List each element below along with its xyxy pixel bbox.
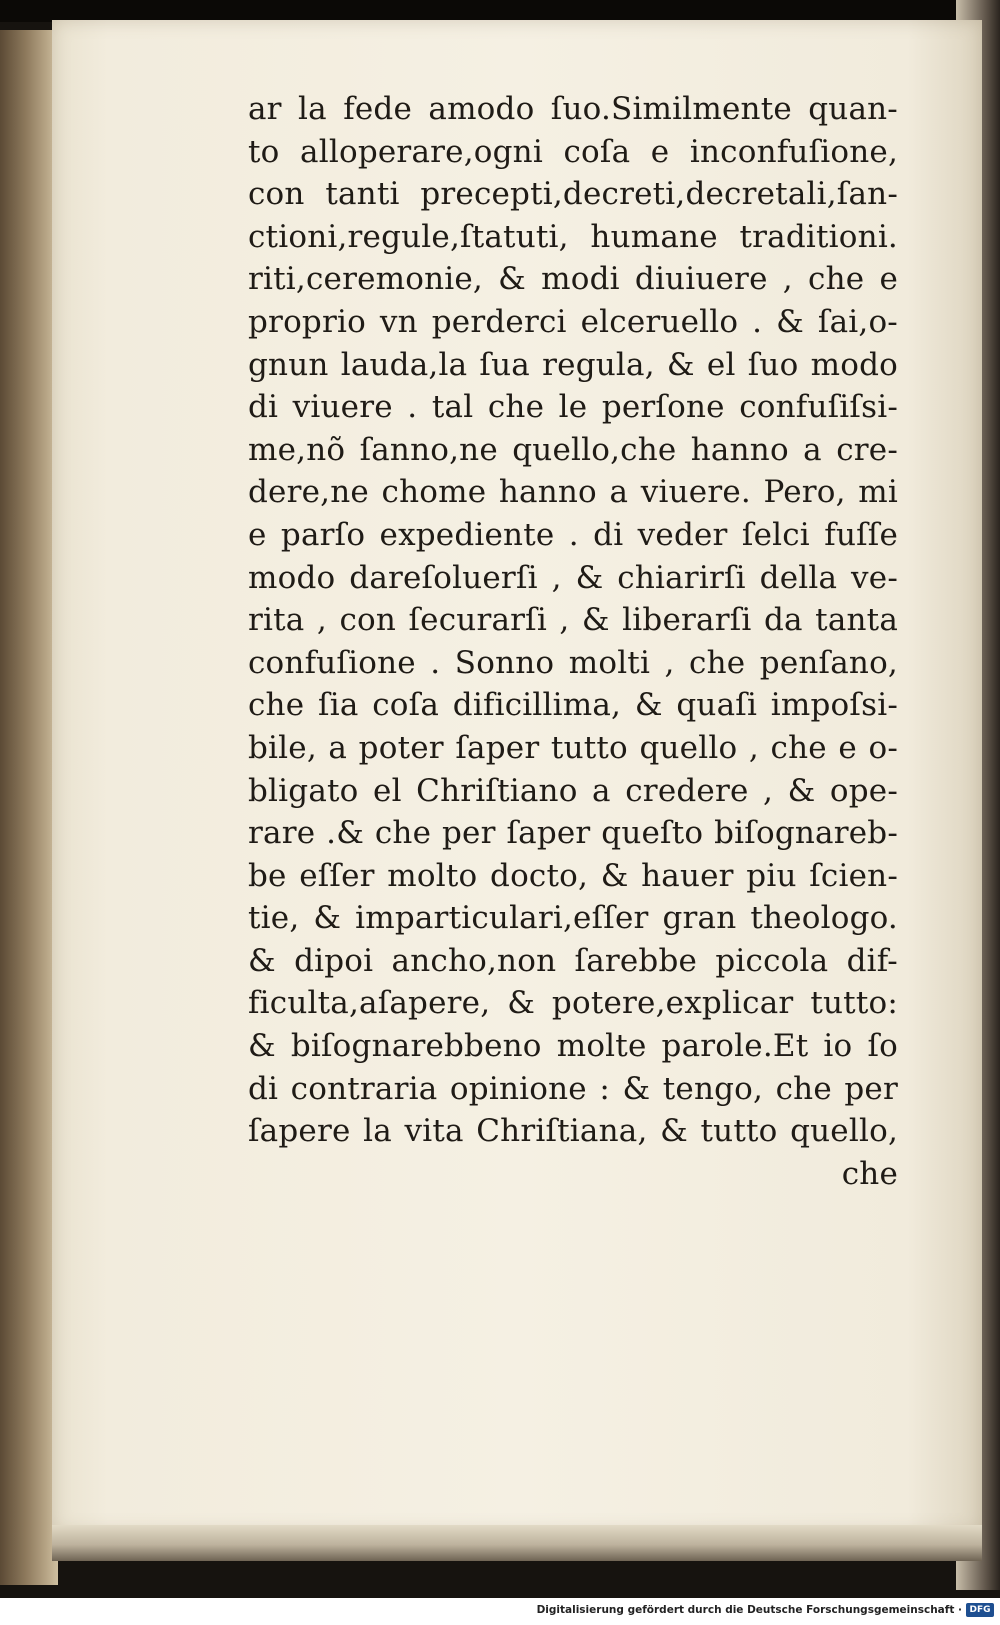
text-line: riti,ceremonie, & modi diuiuere , che e: [248, 261, 898, 298]
text-line: tie, & imparticulari,eſſer gran theologo.: [248, 900, 898, 937]
text-line: di viuere . tal che le perſone confuſiſsi-: [248, 389, 898, 426]
text-line: di contraria opinione : & tengo, che per: [248, 1070, 898, 1107]
text-line: ar la fede amodo ſuo.Similmente quan-: [248, 91, 898, 127]
text-line: modo dareſoluerſi , & chiarirſi della ve-: [248, 559, 898, 596]
text-line: bile, a poter ſaper tutto quello , che e o-: [248, 729, 898, 766]
dfg-logo-icon: DFG: [966, 1603, 994, 1617]
text-line: e parſo expediente . di veder ſelci fuſſe: [248, 516, 898, 553]
text-line: ſapere la vita Chriſtiana, & tutto quello,: [248, 1113, 898, 1150]
text-line: gnun lauda,la ſua regula, & el ſuo modo: [248, 346, 898, 383]
text-line: proprio vn perderci elceruello . & ſai,o-: [248, 303, 898, 340]
text-line: & biſognarebbeno molte parole.Et io ſo: [248, 1028, 898, 1065]
text-line: confuſione . Sonno molti , che penſano,: [248, 644, 898, 681]
text-line: rare .& che per ſaper queſto biſognareb-: [248, 815, 898, 852]
text-line: bligato el Chriſtiano a credere , & ope-: [248, 772, 898, 809]
text-line: con tanti precepti,decreti,decretali,ſan-: [248, 176, 898, 213]
text-line: rita , con ſecurarſi , & liberarſi da tanta: [248, 602, 898, 639]
text-line: ctioni,regule,ſtatuti, humane traditioni.: [248, 218, 898, 255]
text-line: dere,ne chome hanno a viuere. Pero, mi: [248, 474, 898, 511]
catchword: che: [841, 1155, 898, 1192]
scan-top-border: [0, 0, 1000, 22]
page-bottom-edge: [52, 1525, 982, 1561]
body-text: [248, 88, 948, 1195]
text-line: to alloperare,ogni coſa e inconfuſione,: [248, 133, 898, 170]
text-line: che ſia coſa dificillima, & quaſi impoſsi-: [248, 687, 898, 724]
book-cover-edge: [0, 30, 58, 1585]
text-line: ficulta,aſapere, & potere,explicar tutto:: [248, 985, 898, 1022]
funding-credit: Digitalisierung gefördert durch die Deutsche Forschungsgemeinschaft ·: [536, 1604, 962, 1616]
text-line: be eſſer molto docto, & hauer piu ſcien-: [248, 857, 898, 894]
text-line: & dipoi ancho,non ſarebbe piccola dif-: [248, 942, 898, 979]
text-line: me,nõ ſanno,ne quello,che hanno a cre-: [248, 431, 898, 468]
